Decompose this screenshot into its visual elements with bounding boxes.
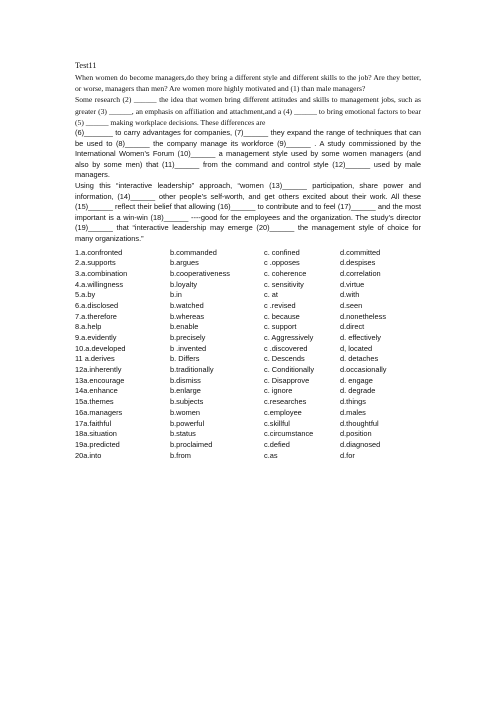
option-d: d.diagnosed: [340, 439, 381, 449]
option-d: d.position: [340, 429, 372, 439]
option-a: 2.a.supports: [75, 258, 116, 268]
option-row: [75, 408, 421, 419]
option-b: b.precisely: [170, 333, 206, 343]
option-a: 6.a.disclosed: [75, 300, 119, 310]
option-a: 19a.predicted: [75, 439, 120, 449]
option-d: d.correlation: [340, 268, 381, 278]
option-a: 1.a.confronted: [75, 247, 123, 257]
option-a: 8.a.help: [75, 322, 102, 332]
option-a: 14a.enhance: [75, 386, 118, 396]
option-c: c.circumstance: [264, 429, 314, 439]
option-row: [75, 376, 421, 387]
option-d: d. engage: [340, 375, 373, 385]
option-c: c. sensitivity: [264, 279, 304, 289]
option-d: d. effectively: [340, 333, 381, 343]
option-row: [75, 386, 421, 397]
option-row: [75, 354, 421, 365]
option-b: b.argues: [170, 258, 199, 268]
document-page: [75, 60, 421, 461]
option-b: b.commanded: [170, 247, 217, 257]
option-row: [75, 365, 421, 376]
option-b: b. Differs: [170, 354, 200, 364]
option-a: 7.a.therefore: [75, 311, 117, 321]
option-row: [75, 322, 421, 333]
option-row: [75, 312, 421, 323]
option-b: b.from: [170, 450, 191, 460]
option-row: [75, 333, 421, 344]
option-row: [75, 258, 421, 269]
option-a: 20a.into: [75, 450, 102, 460]
option-c: c .opposes: [264, 258, 300, 268]
option-b: b.watched: [170, 300, 204, 310]
option-d: d.direct: [340, 322, 365, 332]
option-c: c.employee: [264, 407, 302, 417]
option-c: c .revised: [264, 300, 296, 310]
option-b: b.loyalty: [170, 279, 198, 289]
option-row: [75, 397, 421, 408]
option-c: c. Descends: [264, 354, 305, 364]
option-c: c. Aggressively: [264, 333, 314, 343]
option-a: 3.a.combination: [75, 268, 128, 278]
paragraph-advantages: (6)_______ to carry advantages for companies, (7)______ they expand the range of techniques that can be used to (8)______ the company manage its workforce (9)______ . A study commissioned by the International Women’s Forum (10)______ a management style used by some women managers (and also by some men) that (11)______ from the command and control style (12)______ used by male managers.: [75, 128, 421, 180]
option-a: 4.a.willingness: [75, 279, 124, 289]
option-d: d.males: [340, 407, 366, 417]
option-c: c.defied: [264, 439, 290, 449]
option-a: 18a.situation: [75, 429, 117, 439]
option-d: d, located: [340, 343, 373, 353]
answer-options-list: [75, 248, 421, 462]
option-b: b .invented: [170, 343, 207, 353]
option-c: c. coherence: [264, 268, 307, 278]
option-d: d. degrade: [340, 386, 376, 396]
paragraph-intro: When women do become managers,do they bring a different style and different skills to the job? Are they better, or worse, managers than men? Are women more highly motivated and (1) than male managers?: [75, 73, 421, 94]
option-row: [75, 419, 421, 430]
option-d: d.committed: [340, 247, 381, 257]
option-b: b.traditionally: [170, 365, 214, 375]
option-c: c. confined: [264, 247, 300, 257]
option-c: c. because: [264, 311, 300, 321]
paragraph-research: Some research (2) ______ the idea that women bring different attitudes and skills to management jobs, such as greater (3) ______, an emphasis on affiliation and attachment,and a (4) ______ to bring emotional factors to bear (5) ______ making workplace decisions. These differences are: [75, 95, 421, 127]
option-c: c. ignore: [264, 386, 293, 396]
option-row: [75, 290, 421, 301]
option-row: [75, 451, 421, 462]
option-row: [75, 280, 421, 291]
option-b: b.in: [170, 290, 182, 300]
option-d: d.things: [340, 397, 366, 407]
option-row: [75, 301, 421, 312]
option-a: 10.a.developed: [75, 343, 126, 353]
option-a: 13a.encourage: [75, 375, 125, 385]
option-b: b.whereas: [170, 311, 205, 321]
option-row: [75, 429, 421, 440]
option-b: b.powerful: [170, 418, 205, 428]
option-b: b.status: [170, 429, 196, 439]
option-a: 16a.managers: [75, 407, 123, 417]
option-b: b.dismiss: [170, 375, 201, 385]
option-b: b.enable: [170, 322, 199, 332]
option-c: c.as: [264, 450, 278, 460]
option-a: 11 a.derives: [75, 354, 115, 364]
option-d: d. detaches: [340, 354, 379, 364]
option-d: d.with: [340, 290, 360, 300]
option-d: d.seen: [340, 300, 363, 310]
option-b: b.enlarge: [170, 386, 201, 396]
option-b: b.cooperativeness: [170, 268, 230, 278]
option-a: 12a.inherently: [75, 365, 122, 375]
option-c: c. at: [264, 290, 278, 300]
option-b: b.subjects: [170, 397, 204, 407]
option-d: d.nonetheless: [340, 311, 387, 321]
option-row: [75, 344, 421, 355]
option-d: d.for: [340, 450, 355, 460]
option-c: c.skillful: [264, 418, 290, 428]
option-c: c. support: [264, 322, 297, 332]
option-b: b.proclaimed: [170, 439, 213, 449]
option-a: 15a.themes: [75, 397, 114, 407]
test-title: Test11: [75, 61, 97, 70]
option-a: 17a.faithful: [75, 418, 112, 428]
option-c: c. Disapprove: [264, 375, 310, 385]
paragraph-interactive-leadership: Using this “interactive leadership” approach, “women (13)______ participation, share power and information, (14)______ other people’s self-worth, and get others excited about their work. All these (15)______ reflect their belief that allowing (16)______ to contribute and to feel (17)______ and the most important is a win-win (18)______ ----good for the employees and the organization. The study’s director (19)______ that “interactive leadership may emerge (20)______ the management style of choice for many organizations.”: [75, 180, 421, 243]
option-row: [75, 440, 421, 451]
option-c: c. Conditionally: [264, 365, 315, 375]
option-c: c.researches: [264, 397, 307, 407]
option-a: 9.a.evidently: [75, 333, 117, 343]
option-row: [75, 269, 421, 280]
option-c: c .discovered: [264, 343, 308, 353]
option-a: 5.a.by: [75, 290, 96, 300]
option-d: d.thoughtful: [340, 418, 379, 428]
option-b: b.women: [170, 407, 200, 417]
option-row: [75, 248, 421, 259]
option-d: d.virtue: [340, 279, 365, 289]
option-d: d.despises: [340, 258, 376, 268]
option-d: d.occasionally: [340, 365, 387, 375]
